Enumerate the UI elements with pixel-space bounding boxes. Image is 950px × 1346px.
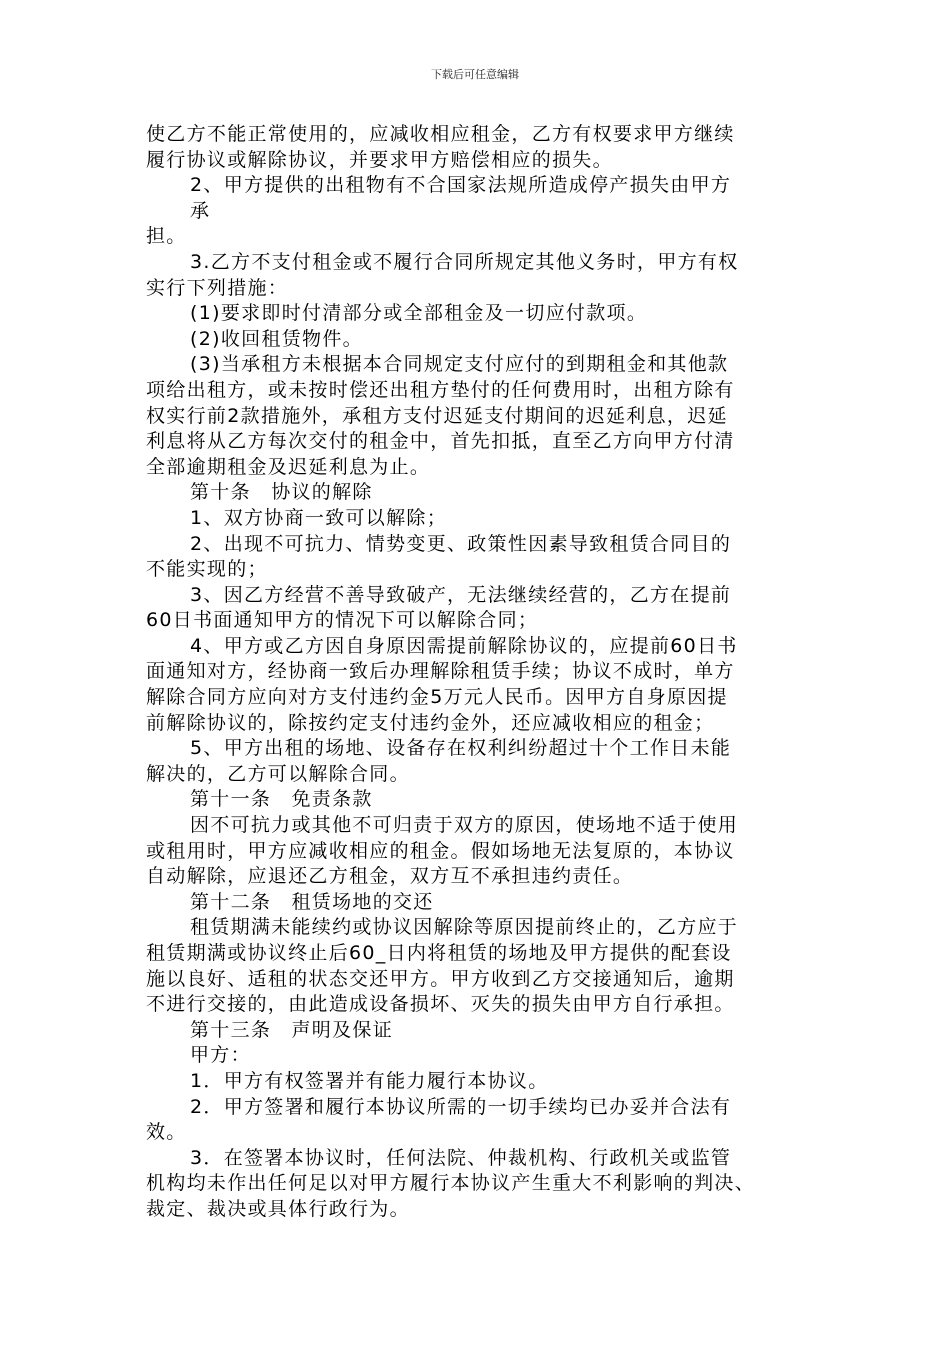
text-line: 自动解除，应退还乙方租金，双方互不承担违约责任。 bbox=[146, 865, 634, 888]
text-line: 租赁期满未能续约或协议因解除等原因提前终止的，乙方应于 bbox=[190, 916, 739, 939]
text-line: 3．在签署本协议时，任何法院、仲裁机构、行政机关或监管 bbox=[190, 1146, 732, 1169]
text-line: 实行下列措施： bbox=[146, 276, 289, 299]
text-line: 2、甲方提供的出租物有不合国家法规所造成停产损失由甲方 bbox=[190, 174, 732, 197]
text-line: 60日书面通知甲方的情况下可以解除合同； bbox=[146, 609, 539, 632]
text-line: 裁定、裁决或具体行政行为。 bbox=[146, 1197, 410, 1220]
text-line: (3)当承租方未根据本合同规定支付应付的到期租金和其他款 bbox=[190, 353, 729, 376]
text-line: 全部逾期租金及迟延利息为止。 bbox=[146, 455, 431, 478]
text-line: (1)要求即时付清部分或全部租金及一切应付款项。 bbox=[190, 302, 648, 325]
document-body bbox=[146, 122, 814, 1223]
text-line: 1．甲方有权签署并有能力履行本协议。 bbox=[190, 1069, 549, 1092]
text-line: 甲方： bbox=[190, 1044, 251, 1067]
text-line: 前解除协议的，除按约定支付违约金外，还应减收相应的租金； bbox=[146, 711, 715, 734]
section-heading: 第十条 协议的解除 bbox=[190, 481, 373, 504]
text-line: 项给出租方，或未按时偿还出租方垫付的任何费用时，出租方除有 bbox=[146, 378, 735, 401]
section-heading: 第十一条 免责条款 bbox=[190, 788, 373, 811]
section-heading: 第十三条 声明及保证 bbox=[190, 1018, 394, 1041]
text-line: 因不可抗力或其他不可归责于双方的原因，使场地不适于使用 bbox=[190, 814, 739, 837]
section-heading: 第十二条 租赁场地的交还 bbox=[190, 890, 434, 913]
text-line: 租赁期满或协议终止后60_日内将租赁的场地及甲方提供的配套设 bbox=[146, 942, 732, 964]
text-line: 承 bbox=[190, 199, 211, 222]
header-note: 下载后可任意编辑 bbox=[431, 68, 519, 81]
text-line: 4、甲方或乙方因自身原因需提前解除协议的，应提前60日书 bbox=[190, 634, 738, 657]
text-line: 2．甲方签署和履行本协议所需的一切手续均已办妥并合法有 bbox=[190, 1095, 732, 1118]
text-line: 1、双方协商一致可以解除； bbox=[190, 506, 447, 529]
text-line: 使乙方不能正常使用的，应减收相应租金，乙方有权要求甲方继续 bbox=[146, 123, 735, 145]
text-line: 3、因乙方经营不善导致破产，无法继续经营的，乙方在提前 bbox=[190, 583, 732, 606]
text-line: 效。 bbox=[146, 1121, 187, 1144]
text-line: (2)收回租赁物件。 bbox=[190, 327, 363, 350]
text-line: 3.乙方不支付租金或不履行合同所规定其他义务时，甲方有权 bbox=[190, 250, 739, 273]
text-line: 利息将从乙方每次交付的租金中，首先扣抵，直至乙方向甲方付清 bbox=[146, 430, 735, 453]
text-line: 解决的，乙方可以解除合同。 bbox=[146, 762, 410, 785]
text-line: 不进行交接的，由此造成设备损坏、灭失的损失由甲方自行承担。 bbox=[146, 993, 735, 1016]
text-line: 或租用时，甲方应减收相应的租金。假如场地无法复原的，本协议 bbox=[146, 839, 735, 862]
text-line: 机构均未作出任何足以对甲方履行本协议产生重大不利影响的判决、 bbox=[146, 1172, 756, 1195]
text-line: 5、甲方出租的场地、设备存在权利纠纷超过十个工作日未能 bbox=[190, 737, 732, 760]
text-line: 面通知对方，经协商一致后办理解除租赁手续；协议不成时，单方 bbox=[146, 660, 735, 683]
text-line: 不能实现的； bbox=[146, 558, 268, 581]
text-line: 权实行前2款措施外，承租方支付迟延支付期间的迟延利息，迟延 bbox=[146, 404, 728, 427]
text-line: 施以良好、适租的状态交还甲方。甲方收到乙方交接通知后，逾期 bbox=[146, 967, 735, 990]
text-line: 2、出现不可抗力、情势变更、政策性因素导致租赁合同目的 bbox=[190, 532, 732, 555]
text-line: 担。 bbox=[146, 225, 187, 248]
text-line: 解除合同方应向对方支付违约金5万元人民币。因甲方自身原因提 bbox=[146, 686, 728, 709]
text-line: 履行协议或解除协议，并要求甲方赔偿相应的损失。 bbox=[146, 148, 613, 171]
